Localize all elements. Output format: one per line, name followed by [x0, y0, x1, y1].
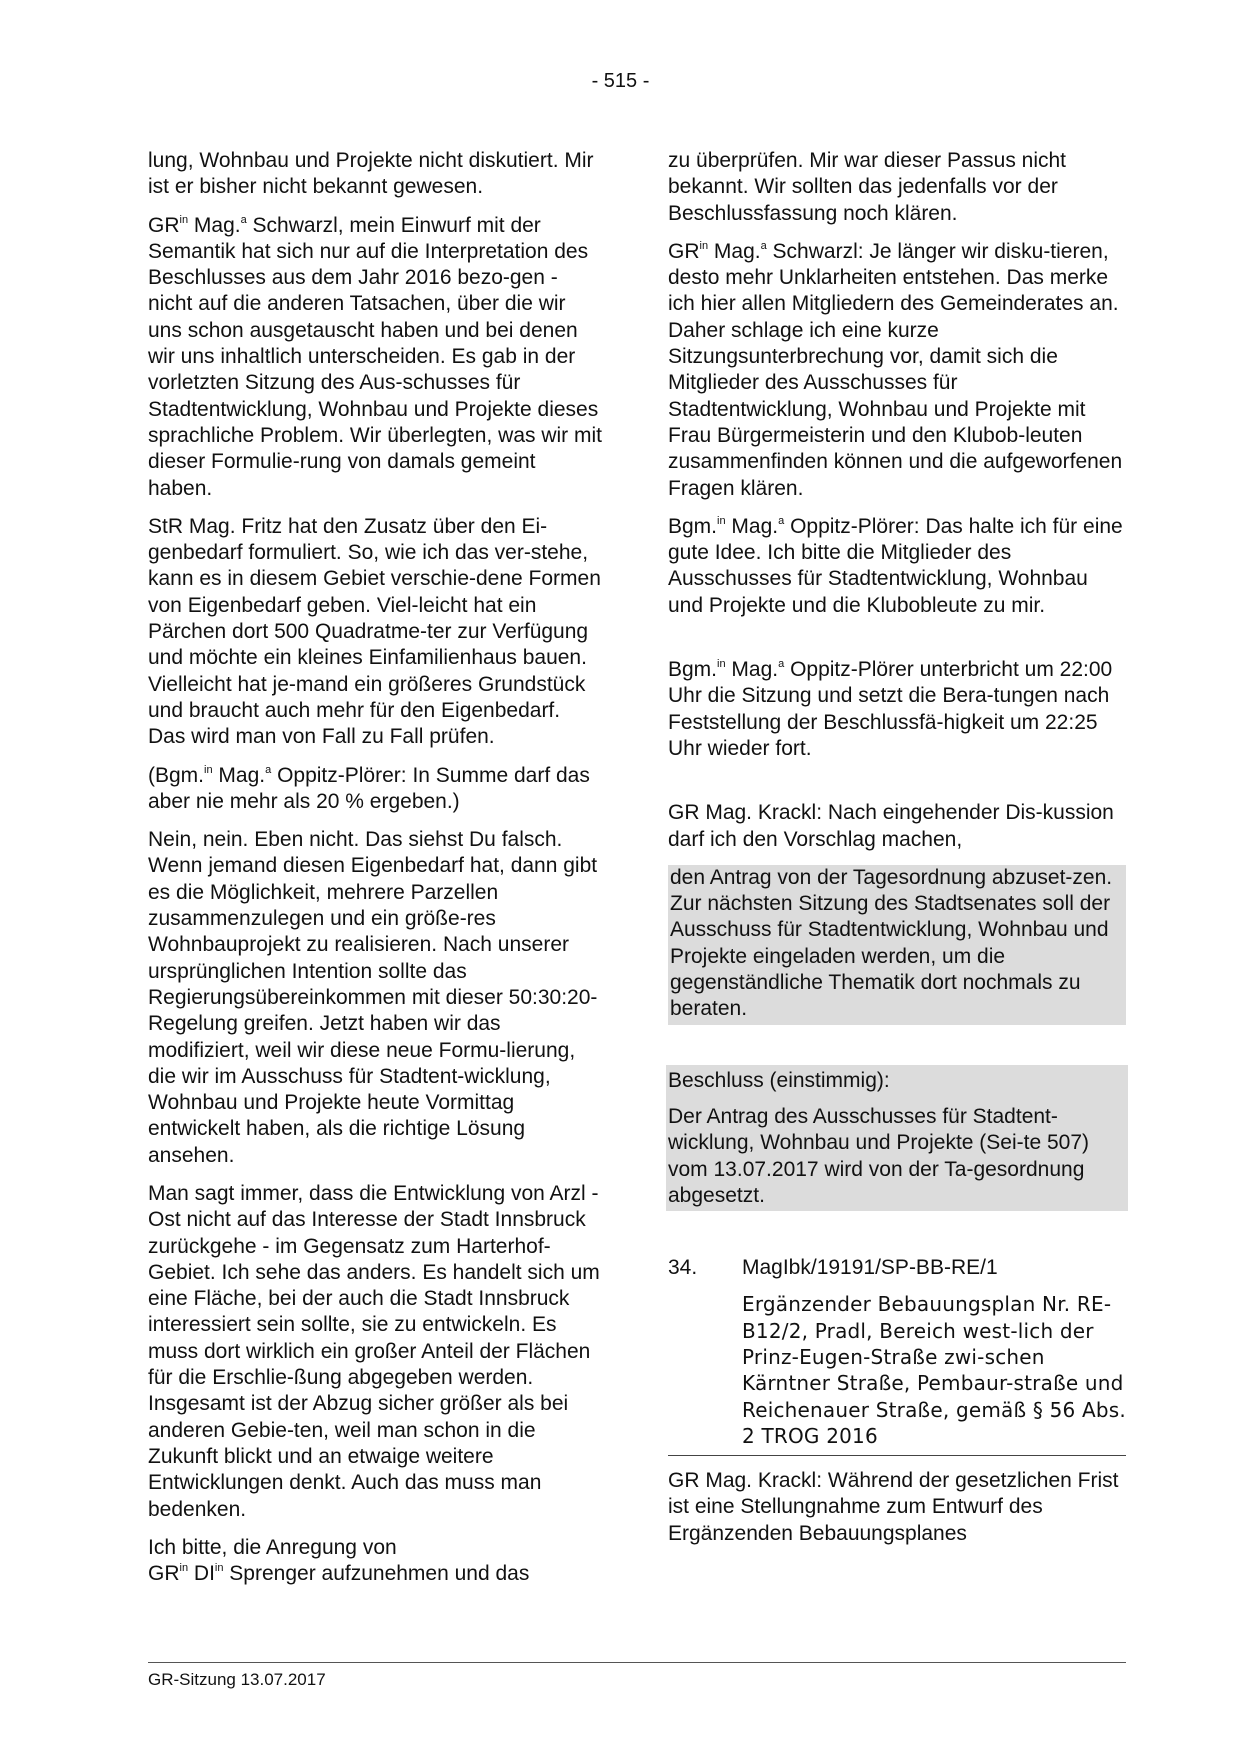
agenda-item-title: Ergänzender Bebauungsplan Nr. RE-B12/2, Pradl, Bereich west-lich der Prinz-Eugen-Straße zwi-schen Kärntner Straße, Pembaur-straße und Reichenauer Straße, gemäß § 56 Abs. 2 TROG 2016: [742, 1292, 1126, 1448]
decision-block: [666, 1065, 1128, 1211]
paragraph: (Bgm.$^{in}$ Mag.$^a$ Oppitz-Plörer: In Summe darf das aber nie mehr als 20 % ergeben.): [148, 763, 590, 813]
divider: [668, 1455, 1126, 1456]
paragraph: zu überprüfen. Mir war dieser Passus nicht bekannt. Wir sollten das jedenfalls vor der Beschlussfassung noch klären.: [668, 149, 1067, 225]
agenda-item-number: 34.: [668, 1256, 698, 1280]
left-column: [148, 148, 603, 1599]
decision-label: Beschluss (einstimmig):: [668, 1068, 890, 1092]
agenda-item: [668, 1255, 1126, 1281]
paragraph: GR Mag. Krackl: Nach eingehender Dis-kussion darf ich den Vorschlag machen,: [668, 801, 1114, 851]
paragraph: Bgm.$^{in}$ Mag.$^a$ Oppitz-Plörer: Das halte ich für eine gute Idee. Ich bitte die Mitglieder des Ausschusses für Stadtentwicklung, Wohnbau und Projekte und die Klubobleute zu mir.: [668, 514, 1123, 617]
paragraph: Nein, nein. Eben nicht. Das siehst Du falsch. Wenn jemand diesen Eigenbedarf hat, dann gibt es die Möglichkeit, mehrere Parzellen zusammenzulegen und ein größe-res Wohnbauprojekt zu realisieren. Nach unserer ursprünglichen Intention sollte das Regierungsübereinkommen mit dieser 50:30:20-Regelung greifen. Jetzt haben wir das modifiziert, weil wir diese neue Formu-lierung, die wir im Ausschuss für Stadtent-wicklung, Wohnbau und Projekte heute Vormittag entwickelt haben, als die richtige Lösung ansehen.: [148, 828, 598, 1167]
paragraph: Bgm.$^{in}$ Mag.$^a$ Oppitz-Plörer unterbricht um 22:00 Uhr die Sitzung und setzt die Bera-tungen nach Feststellung der Beschlussfä-higkeit um 22:25 Uhr wieder fort.: [668, 658, 1113, 760]
paragraph: StR Mag. Fritz hat den Zusatz über den Ei-genbedarf formuliert. So, wie ich das ver-stehe, kann es in diesem Gebiet verschie-dene Formen von Eigenbedarf geben. Viel-leicht hat ein Pärchen dort 500 Quadratme-ter zur Verfügung und möchte ein kleines Einfamilienhaus bauen. Vielleicht hat je-mand ein größeres Grundstück und braucht auch mehr für den Eigenbedarf. Das wird man von Fall zu Fall prüfen.: [148, 514, 601, 749]
paragraph: $GR^{in}$ Mag.$^a$ Schwarzl: Je länger wir disku-tieren, desto mehr Unklarheiten entstehen. Das merke ich hier allen Mitgliedern des Gemeinderates an. Daher schlage ich eine kurze Sitzungsunterbrechung vor, damit sich die Mitglieder des Ausschusses für Stadtentwicklung, Wohnbau und Projekte mit Frau Bürgermeisterin und den Klubob-leuten zusammenfinden können und die aufgeworfenen Fragen klären.: [668, 239, 1123, 500]
footer-divider: [148, 1662, 1126, 1663]
agenda-item-code: MagIbk/19191/SP-BB-RE/1: [742, 1256, 998, 1280]
right-column: [668, 148, 1126, 1559]
motion-text: den Antrag von der Tagesordnung abzuset-zen. Zur nächsten Sitzung des Stadtsenates soll der Ausschuss für Stadtentwicklung, Wohnbau und Projekte eingeladen werden, um die gegenständliche Thematik dort nochmals zu beraten.: [668, 865, 1126, 1025]
paragraph: $GR^{in}$ Mag.$^a$ Schwarzl, mein Einwurf mit der Semantik hat sich nur auf die Interpretation des Beschlusses aus dem Jahr 2016 bezo-gen - nicht auf die anderen Tatsachen, über die wir uns schon ausgetauscht haben und bei denen wir uns inhaltlich unterscheiden. Es gab in der vorletzten Sitzung des Aus-schusses für Stadtentwicklung, Wohnbau und Projekte dieses sprachliche Problem. Wir überlegten, was wir mit dieser Formulie-rung von damals gemeint haben.: [148, 213, 602, 500]
paragraph: Man sagt immer, dass die Entwicklung von Arzl - Ost nicht auf das Interesse der Stadt Innsbruck zurückgehe - im Gegensatz zum Harterhof-Gebiet. Ich sehe das anders. Es handelt sich um eine Fläche, bei der auch die Stadt Innsbruck interessiert sein sollte, sie zu entwickeln. Es muss dort wirklich ein großer Anteil der Flächen für die Erschlie-ßung abgegeben werden. Insgesamt ist der Abzug sicher größer als bei anderen Gebie-ten, weil man schon in die Zukunft blickt und an etwaige weitere Entwicklungen denkt. Auch das muss man bedenken.: [148, 1181, 600, 1521]
decision-text: Der Antrag des Ausschusses für Stadtent-wicklung, Wohnbau und Projekte (Sei-te 507) vom 13.07.2017 wird von der Ta-gesordnung abgesetzt.: [668, 1104, 1090, 1207]
paragraph: Ich bitte, die Anregung von $GR^{in}$ $DI^{in}$ Sprenger aufzunehmen und das: [148, 1535, 530, 1586]
paragraph: lung, Wohnbau und Projekte nicht diskutiert. Mir ist er bisher nicht bekannt gewesen.: [148, 149, 594, 199]
page-number: - 515 -: [591, 70, 650, 92]
paragraph: GR Mag. Krackl: Während der gesetzlichen Frist ist eine Stellungnahme zum Entwurf des Ergänzenden Bebauungsplanes: [668, 1469, 1119, 1545]
footer: GR-Sitzung 13.07.2017: [148, 1670, 326, 1689]
